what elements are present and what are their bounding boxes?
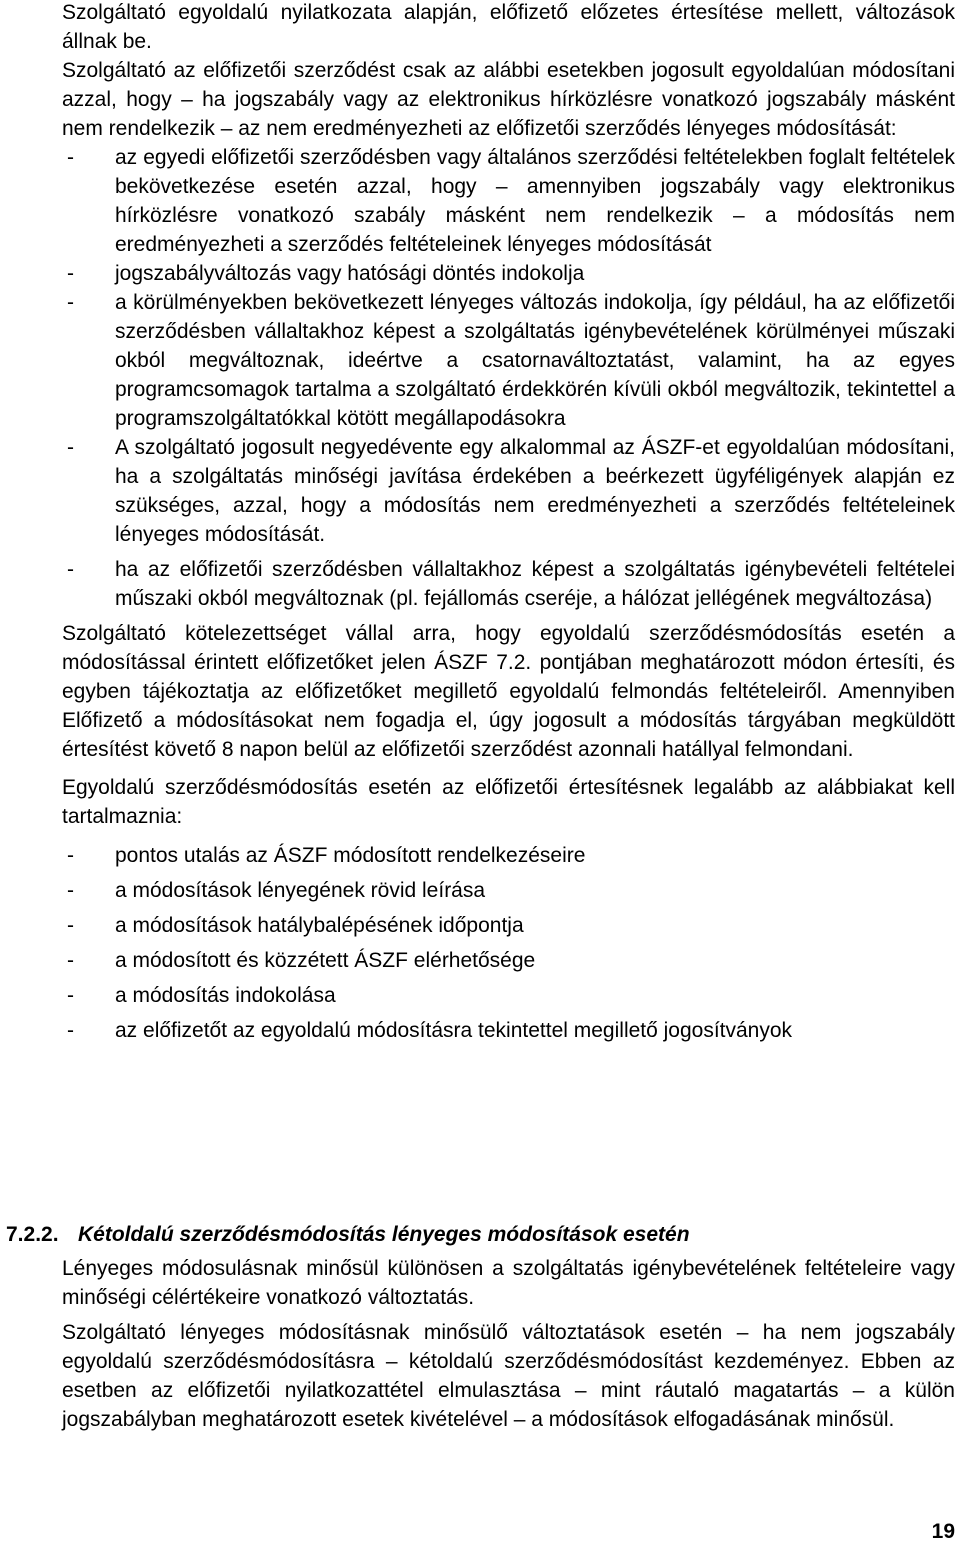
list-item: [62, 259, 955, 288]
section-number: 7.2.2.: [6, 1223, 59, 1246]
list-item-text: a módosítás indokolása: [115, 984, 336, 1007]
list-dash: -: [67, 879, 74, 902]
list-dash: -: [67, 262, 74, 285]
page-number: 19: [931, 1520, 955, 1543]
section-body: [62, 1254, 955, 1434]
intro-paragraph-2: Szolgáltató az előfizetői szerződést csak az alábbi esetekben jogosult egyoldalúan módosítani azzal, hogy – ha jogszabály vagy az elektronikus hírközlésre vonatkozó jogszabály másként nem rendelkezik – az nem eredményezheti az előfizetői szerződés lényeges módosítását:: [62, 59, 955, 140]
obligation-paragraph: Szolgáltató kötelezettséget vállal arra, hogy egyoldalú szerződésmódosítás esetén a módosítással érintett előfizetőket jelen ÁSZF 7.2. pontjában meghatározott módon értesíti, és egyben tájékoztatja az előfizetőket megillető egyoldalú felmondás feltételeiről. Amennyiben Előfizető a módosításokat nem fogadja el, úgy jogosult a módosítás tárgyában megküldött értesítést követő 8 napon belül az előfizetői szerződést azonnali hatállyal felmondani.: [62, 622, 955, 761]
list-item-text: az egyedi előfizetői szerződésben vagy általános szerződési feltételekben foglalt feltételek bekövetkezése esetén azzal, hogy – amennyiben jogszabály vagy elektronikus hírközlésre vonatkozó szabály másként nem rendelkezik – a módosítás nem eredményezheti a szerződés feltételeinek lényeges módosítását: [115, 146, 955, 256]
list-item-text: a módosítások lényegének rövid leírása: [115, 879, 486, 902]
intro-paragraph-1: Szolgáltató egyoldalú nyilatkozata alapján, előfizető előzetes értesítése mellett, változások állnak be.: [62, 1, 955, 53]
section-title: Kétoldalú szerződésmódosítás lényeges módosítások esetén: [78, 1223, 690, 1246]
list-item-text: A szolgáltató jogosult negyedévente egy alkalommal az ÁSZF-et egyoldalúan módosítani, ha a szolgáltatás minőségi javítása érdekében a beérkezett ügyféligények alapján ez szükséges, azzal, hogy a módosítás nem eredményezheti a szerződés feltételeinek lényeges módosítását.: [115, 436, 955, 546]
section-paragraph-2: Szolgáltató lényeges módosításnak minősülő változtatások esetén – ha nem jogszabály egyoldalú szerződésmódosításra – kétoldalú szerződésmódosítást kezdeményez. Ebben az esetben az előfizetői nyilatkozattétel elmulasztása – mint ráutaló magatartás – a külön jogszabályban meghatározott esetek kivételével – a módosítások elfogadásának minősül.: [62, 1321, 955, 1431]
content-intro-paragraph: Egyoldalú szerződésmódosítás esetén az előfizetői értesítésnek legalább az alábbiakat kell tartalmaznia:: [62, 776, 955, 828]
list-dash: -: [67, 146, 74, 169]
list-item-text: a módosított és közzétett ÁSZF elérhetősége: [115, 949, 536, 972]
list-dash: -: [67, 984, 74, 1007]
list-item: [62, 433, 955, 549]
notification-content-list: [62, 841, 955, 1045]
list-item: [62, 876, 955, 905]
list-dash: -: [67, 558, 74, 581]
list-item-text: ha az előfizetői szerződésben vállaltakhoz képest a szolgáltatás igénybevételi feltételei műszaki okból megváltoznak (pl. fejállomás cseréje, a hálózat jellégének megváltozása): [115, 558, 955, 610]
list-item-text: a módosítások hatálybalépésének időpontja: [115, 914, 524, 937]
list-dash: -: [67, 1019, 74, 1042]
list-item: [62, 1016, 955, 1045]
list-dash: -: [67, 291, 74, 314]
list-item: [62, 555, 955, 613]
document-page: [62, 0, 955, 1045]
list-item: [62, 911, 955, 940]
modification-cases-list: [62, 143, 955, 613]
list-item-text: a körülményekben bekövetkezett lényeges változás indokolja, így például, ha az előfizetői szerződésben vállaltakhoz képest a szolgáltatás igénybevételének körülményei műszaki okból megváltoznak, ideértve a csatornaváltoztatást, valamint, ha az egyes programcsomagok tartalma a szolgáltató érdekkörén kívüli okból megváltozik, tekintettel a programszolgáltatókkal kötött megállapodásokra: [115, 291, 955, 430]
list-dash: -: [67, 914, 74, 937]
list-dash: -: [67, 844, 74, 867]
list-item: [62, 143, 955, 259]
section-paragraph-1: Lényeges módosulásnak minősül különösen a szolgáltatás igénybevételének feltételeire vagy minőségi célértékeire vonatkozó változtatás.: [62, 1257, 955, 1309]
list-item: [62, 981, 955, 1010]
list-item-text: jogszabályváltozás vagy hatósági döntés indokolja: [115, 262, 585, 285]
list-dash: -: [67, 436, 74, 459]
section-heading: [6, 1220, 946, 1249]
list-item-text: pontos utalás az ÁSZF módosított rendelkezéseire: [115, 844, 586, 867]
list-item: [62, 288, 955, 433]
list-item: [62, 841, 955, 870]
list-dash: -: [67, 949, 74, 972]
list-item: [62, 946, 955, 975]
list-item-text: az előfizetőt az egyoldalú módosításra tekintettel megillető jogosítványok: [115, 1019, 793, 1042]
